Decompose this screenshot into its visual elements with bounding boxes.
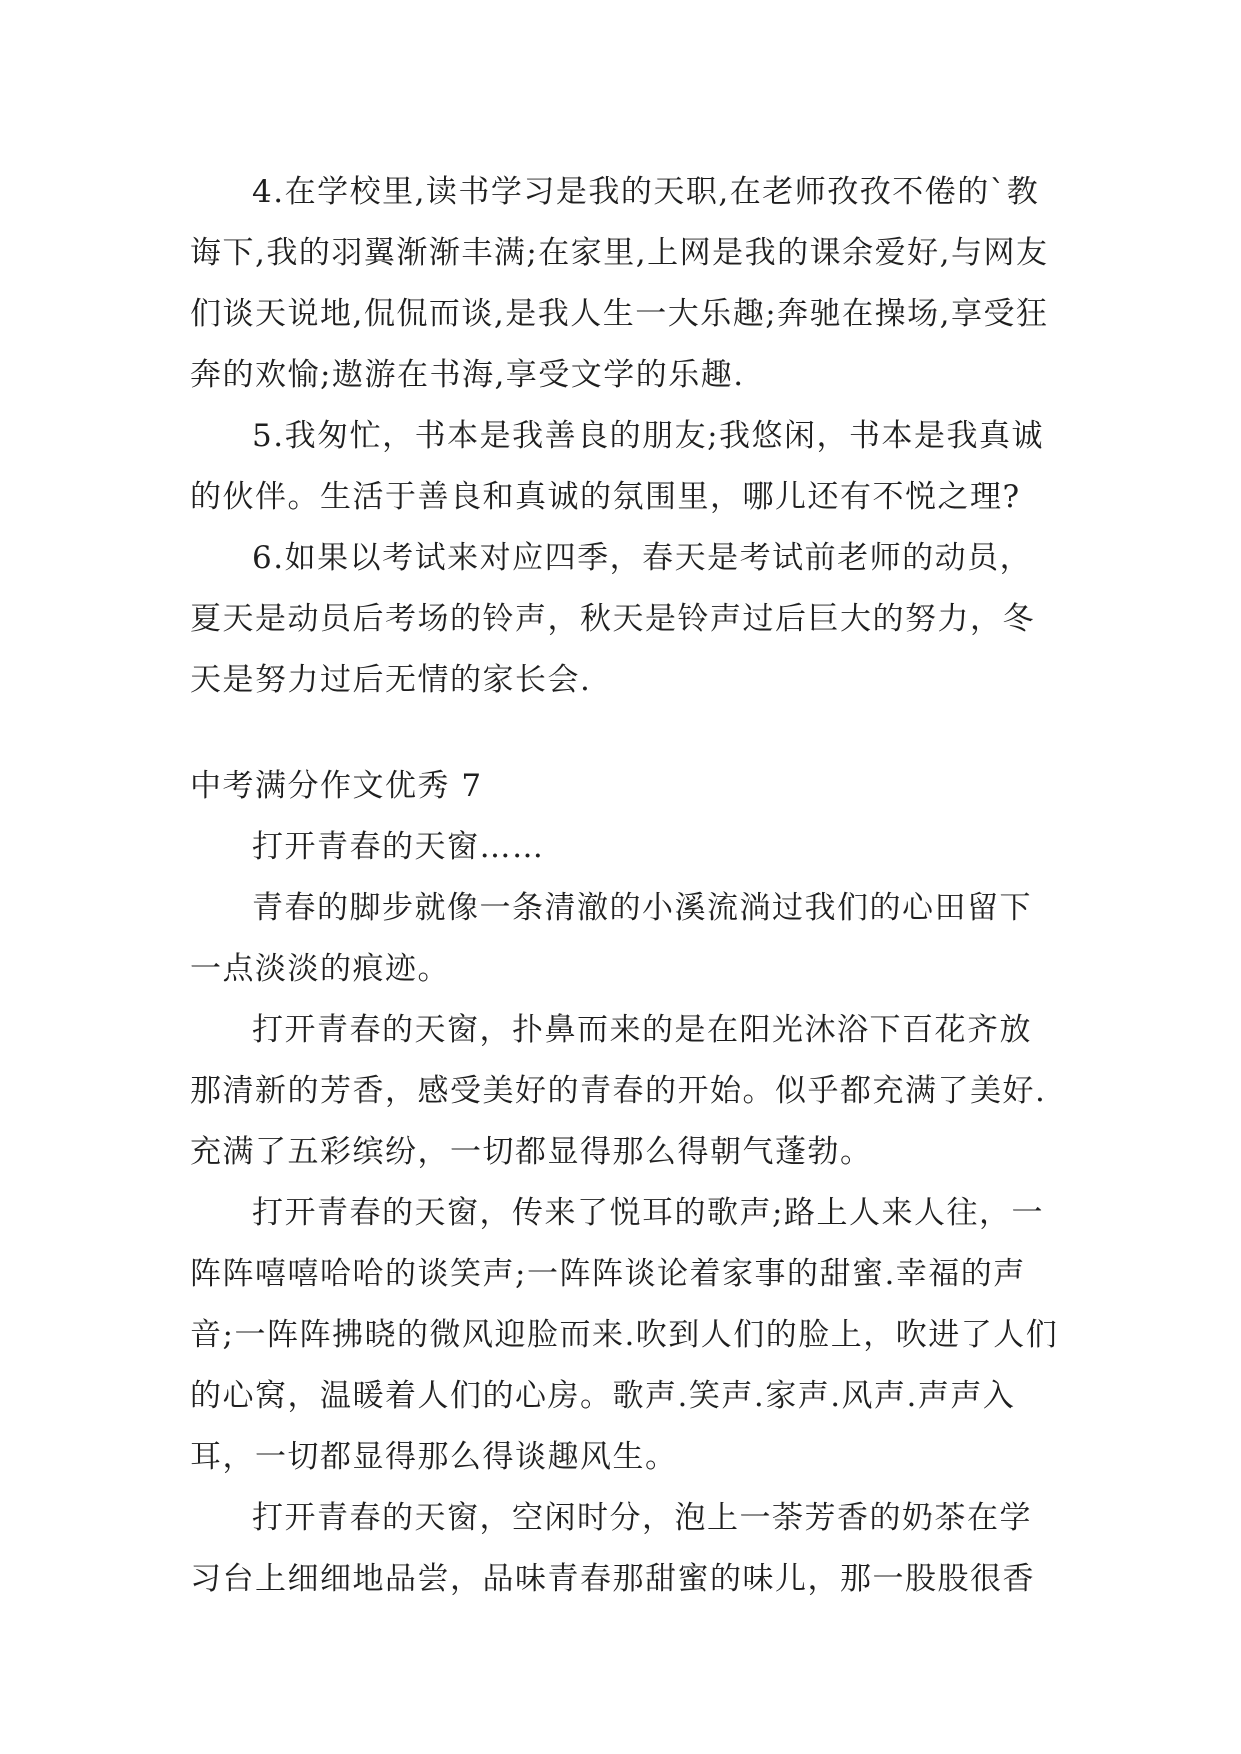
document-body [190,162,1060,1610]
paragraph-item-6: 6.如果以考试来对应四季，春天是考试前老师的动员，夏天是动员后考场的铃声，秋天是铃声过后巨大的努力，冬天是努力过后无情的家长会. [190,540,1035,698]
essay-paragraph-5: 打开青春的天窗，空闲时分，泡上一荼芳香的奶茶在学习台上细细地品尝，品味青春那甜蜜的味儿，那一股股很香 [190,1500,1035,1597]
paragraph-item-5: 5.我匆忙，书本是我善良的朋友;我悠闲，书本是我真诚的伙伴。生活于善良和真诚的氛围里，哪儿还有不悦之理? [190,418,1045,515]
essay-paragraph-3: 打开青春的天窗，扑鼻而来的是在阳光沐浴下百花齐放那清新的芳香，感受美好的青春的开始。似乎都充满了美好.充满了五彩缤纷，一切都显得那么得朝气蓬勃。 [190,1012,1047,1170]
essay-paragraph-4: 打开青春的天窗，传来了悦耳的歌声;路上人来人往，一阵阵嘻嘻哈哈的谈笑声;一阵阵谈论着家事的甜蜜.幸福的声音;一阵阵拂晓的微风迎脸而来.吹到人们的脸上，吹进了人们的心窝，温暖着人们的心房。歌声.笑声.家声.风声.声声入耳，一切都显得那么得谈趣风生。 [190,1195,1059,1475]
section-title: 中考满分作文优秀 7 [190,768,483,804]
essay-paragraph-2: 青春的脚步就像一条清澈的小溪流淌过我们的心田留下一点淡淡的痕迹。 [190,890,1032,987]
paragraph-item-4: 4.在学校里,读书学习是我的天职,在老师孜孜不倦的`教诲下,我的羽翼渐渐丰满;在家里,上网是我的课余爱好,与网友们谈天说地,侃侃而谈,是我人生一大乐趣;奔驰在操场,享受狂奔的欢愉;遨游在书海,享受文学的乐趣. [190,174,1049,393]
essay-paragraph-1: 打开青春的天窗…… [252,829,545,865]
